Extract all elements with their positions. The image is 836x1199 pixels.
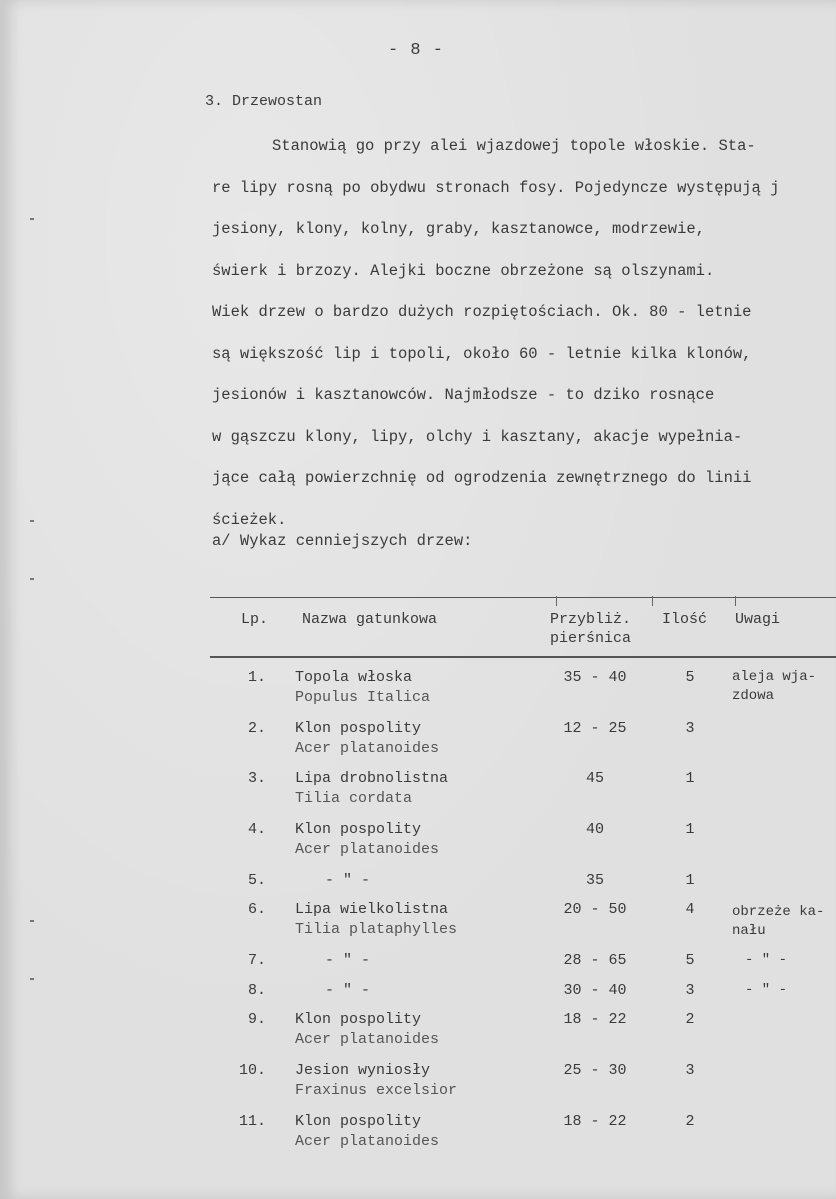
header-przyblizona: Przybliż. [550, 611, 632, 628]
species-name: Klon pospolity [295, 1011, 422, 1029]
species-name: Jesion wyniosły [295, 1061, 431, 1079]
cell-name [325, 981, 370, 1001]
cell-name [325, 871, 370, 891]
cell-przyblizona: 35 - 40 [563, 669, 627, 686]
uwagi-line: obrzeże ka- [732, 904, 825, 921]
table-row [210, 1061, 836, 1112]
margin-mark [30, 218, 34, 220]
cell-przyblizona: 25 - 30 [563, 1061, 627, 1079]
cell-lp: 11. [238, 1112, 266, 1130]
cell-uwagi: - " - [745, 952, 788, 969]
cell-ilosc: 3 [685, 981, 695, 999]
species-name: Klon pospolity [295, 821, 422, 839]
table-row [210, 1112, 836, 1163]
margin-mark [30, 920, 34, 922]
cell-przyblizona: 30 - 40 [563, 981, 627, 999]
margin-mark [30, 578, 34, 580]
table-row [210, 719, 836, 770]
section-heading: 3. Drzewostan [205, 93, 323, 110]
cell-przyblizona: 40 [585, 821, 604, 839]
paragraph-line: jesionów i kasztanowców. Najmłodsze - to dziko rosnące [212, 386, 715, 404]
species-name: Klon pospolity [295, 1112, 422, 1130]
table-row [210, 981, 836, 1011]
header-piersnica: pierśnica [550, 630, 632, 647]
cell-lp: 6. [247, 901, 266, 919]
paragraph-line: w gąszczu klony, lipy, olchy i kasztany, akacje wypełnia- [212, 427, 743, 446]
cell-przyblizona: 45 [585, 770, 604, 788]
table-row [210, 769, 836, 820]
paragraph-line: re lipy rosną po obydwu stronach fosy. Pojedyncze występują j [212, 178, 780, 197]
cell-lp: 5. [247, 871, 266, 889]
table-top-rule [210, 597, 836, 598]
table-row [210, 1010, 836, 1061]
cell-lp: 10. [238, 1061, 266, 1079]
uwagi-line: nału [732, 923, 766, 940]
cell-przyblizona: 12 - 25 [563, 719, 627, 737]
species-latin: Tilia cordata [295, 790, 413, 808]
cell-name [295, 1061, 457, 1101]
cell-ilosc: 4 [685, 901, 695, 919]
species-latin: Acer platanoides [295, 739, 440, 757]
header-ilosc: Ilość [662, 611, 708, 628]
cell-name [295, 1010, 439, 1050]
cell-ilosc: 2 [685, 1112, 695, 1130]
species-name: Lipa drobnolistna [295, 770, 449, 788]
cell-ilosc: 1 [685, 770, 695, 788]
paragraph-line: Wiek drzew o bardzo dużych rozpiętościach. Ok. 80 - letnie [212, 303, 752, 321]
cell-uwagi: - " - [745, 981, 788, 998]
header-bottom-rule [210, 656, 836, 658]
cell-przyblizona: 18 - 22 [563, 1112, 627, 1130]
cell-lp: 3. [247, 770, 266, 788]
paragraph-line: jesiony, klony, kolny, graby, kasztanowce, modrzewie, [212, 220, 705, 238]
cell-lp: 7. [247, 952, 266, 970]
header-uwagi: Uwagi [735, 611, 781, 628]
cell-ilosc: 3 [685, 719, 695, 737]
margin-mark [30, 520, 34, 522]
table-row [210, 900, 836, 951]
header-name: Nazwa gatunkowa [302, 611, 438, 628]
cell-name [295, 1112, 439, 1152]
cell-name [295, 900, 457, 940]
cell-ilosc: 1 [685, 871, 695, 889]
species-name: Lipa wielkolistna [295, 901, 449, 919]
species-name: - " - [325, 952, 371, 970]
body-paragraph [212, 126, 836, 541]
cell-lp: 1. [247, 669, 266, 686]
column-tick [556, 596, 557, 606]
cell-lp: 8. [247, 981, 266, 999]
cell-name [295, 820, 439, 860]
column-tick [735, 596, 736, 606]
cell-name [295, 719, 439, 759]
species-latin: Acer platanoides [295, 841, 440, 859]
table-row [210, 820, 836, 871]
paragraph-line: jące całą powierzchnię od ogrodzenia zewnętrznego do linii [212, 469, 752, 487]
cell-ilosc: 5 [685, 952, 695, 970]
cell-przyblizona: 35 [585, 871, 604, 889]
cell-ilosc: 1 [685, 821, 695, 839]
uwagi-line: aleja wja- [732, 669, 817, 685]
species-name: - " - [325, 871, 371, 889]
cell-przyblizona: 18 - 22 [563, 1011, 627, 1029]
header-lp: Lp. [241, 611, 269, 628]
species-latin: Populus Italica [295, 689, 431, 706]
margin-mark [30, 978, 34, 980]
tree-table-body [210, 668, 836, 1162]
paragraph-line: są większość lip i topoli, około 60 - letnie kilka klonów, [212, 344, 752, 363]
cell-uwagi [732, 668, 816, 706]
cell-przyblizona: 28 - 65 [563, 952, 627, 970]
species-name: - " - [325, 981, 371, 999]
species-latin: Fraxinus excelsior [295, 1081, 458, 1099]
species-latin: Tilia plataphylles [295, 921, 458, 939]
cell-przyblizona: 20 - 50 [563, 901, 627, 919]
paragraph-line: Stanowią go przy alei wjazdowej topole włoskie. Sta- [272, 137, 756, 155]
table-caption: a/ Wykaz cenniejszych drzew: [212, 532, 473, 550]
cell-lp: 4. [247, 821, 266, 839]
paragraph-line: świerk i brzozy. Alejki boczne obrzeżone są olszynami. [212, 261, 715, 280]
paragraph-line: ścieżek. [212, 510, 287, 529]
species-name: Klon pospolity [295, 719, 422, 737]
species-latin: Acer platanoides [295, 1031, 440, 1049]
species-latin: Acer platanoides [295, 1132, 440, 1150]
uwagi-line: zdowa [732, 688, 775, 704]
cell-name [295, 769, 448, 809]
cell-name [295, 668, 430, 708]
cell-ilosc: 5 [685, 669, 695, 686]
species-name: Topola włoska [295, 669, 413, 686]
page-number: - 8 - [388, 41, 445, 60]
table-row [210, 871, 836, 901]
cell-ilosc: 3 [685, 1061, 695, 1079]
cell-ilosc: 2 [685, 1011, 695, 1029]
table-row [210, 668, 836, 719]
cell-lp: 2. [247, 719, 266, 737]
table-row [210, 951, 836, 981]
cell-lp: 9. [247, 1011, 266, 1029]
column-tick [652, 596, 653, 606]
cell-uwagi [732, 903, 824, 941]
cell-name [325, 951, 370, 971]
